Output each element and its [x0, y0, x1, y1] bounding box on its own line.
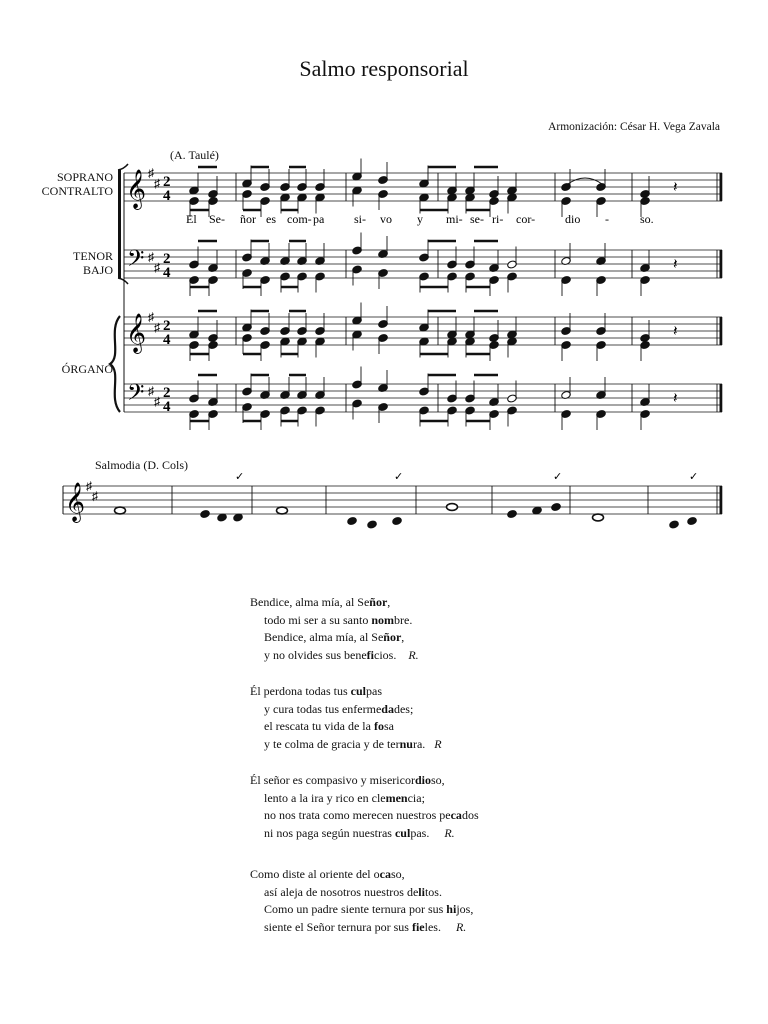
verse-text: el rescata tu vida de la — [264, 719, 374, 733]
quarter-rest-icon: 𝄽 — [673, 257, 678, 273]
final-bar-thick — [720, 250, 723, 278]
choir-bracket — [118, 170, 121, 278]
slur — [568, 178, 602, 184]
verse-text: no nos trata como merecen nuestros pe — [264, 808, 451, 822]
verse-line — [250, 825, 479, 843]
stanza-2 — [250, 683, 442, 753]
verse-text: así aleja de nosotros nuestros de — [264, 884, 419, 899]
breath-mark-icon: ✓ — [394, 471, 404, 483]
lyric-syllable: es — [266, 212, 276, 226]
whole-note-head — [115, 507, 126, 514]
verse-text: Bendice, alma mía, al Se — [264, 630, 384, 644]
verse-text: ra. — [412, 736, 435, 751]
sharp-icon: ♯ — [154, 394, 160, 409]
whole-note-head — [447, 504, 458, 511]
label-soprano: SOPRANO — [56, 170, 113, 184]
sharp-icon: ♯ — [148, 250, 154, 264]
verse-text: jos, — [456, 902, 474, 916]
verse-text: pas. — [410, 825, 445, 840]
stanza-1 — [250, 594, 419, 664]
verse-line — [250, 718, 442, 736]
final-bar-thick — [720, 384, 723, 412]
verse-line — [250, 866, 473, 884]
bracket-hook — [118, 164, 128, 170]
lyric-syllable: so. — [640, 212, 654, 226]
verse-line — [250, 884, 473, 902]
verse-text: Como un padre siente ternura por sus — [264, 902, 447, 916]
lyrics-line — [186, 212, 654, 226]
time-signature-top: 2 — [163, 174, 171, 190]
verse-line — [250, 736, 442, 754]
lyric-syllable: pa — [313, 212, 325, 226]
verse-text: bre. — [394, 612, 413, 627]
breath-mark-icon: ✓ — [689, 471, 699, 483]
verse-line — [250, 629, 419, 647]
verse-text: les. — [424, 919, 456, 934]
final-bar-thick — [720, 173, 723, 201]
lyric-syllable: y — [417, 212, 423, 226]
whole-note-head — [593, 514, 604, 521]
verse-text: lento a la ira y rico en cle — [264, 790, 386, 805]
sharp-icon: ♯ — [154, 176, 160, 191]
stressed-syllable: men — [385, 790, 408, 805]
stressed-syllable: fie — [411, 919, 425, 934]
whole-note-head — [277, 507, 288, 514]
verse-text: R — [434, 736, 442, 751]
stressed-syllable: ca — [379, 867, 391, 881]
stressed-syllable: ca — [450, 808, 462, 822]
sharp-icon: ♯ — [154, 320, 160, 335]
verse-text: ni nos paga según nuestras — [264, 825, 395, 840]
verse-text: Como diste al oriente del o — [250, 867, 380, 881]
verse-text: y no olvides sus bene — [264, 647, 367, 662]
verse-line — [250, 790, 479, 808]
note-head — [507, 509, 517, 518]
breath-mark-icon: ✓ — [553, 471, 563, 483]
note-head — [551, 502, 561, 511]
stressed-syllable: dio — [414, 773, 431, 787]
stressed-syllable: nu — [399, 736, 413, 751]
quarter-rest-icon: 𝄽 — [673, 324, 678, 340]
lyric-syllable: - — [605, 212, 609, 226]
stressed-syllable: da — [381, 701, 394, 716]
verse-text: y cura todas tus enferme — [264, 701, 382, 716]
verse-line — [250, 683, 442, 701]
verse-text: sa — [383, 719, 394, 733]
verse-text: dos — [461, 808, 479, 822]
verse-text: cia; — [407, 790, 425, 805]
verse-text: , — [387, 595, 391, 609]
stressed-syllable: hi — [446, 902, 457, 916]
sharp-icon: ♯ — [148, 384, 154, 398]
stressed-syllable: ñor — [383, 630, 402, 644]
treble-clef-icon: 𝄞 — [126, 171, 147, 208]
lyric-syllable: dio — [565, 212, 581, 226]
stressed-syllable: ñor — [369, 595, 388, 609]
time-signature-top: 2 — [163, 251, 171, 267]
verse-text: todo mi ser a su santo — [264, 612, 372, 627]
verse-line — [250, 594, 419, 612]
bass-clef-icon: 𝄢 — [127, 246, 145, 276]
bass-clef-icon: 𝄢 — [127, 380, 145, 410]
verse-text: cios. — [374, 647, 409, 662]
treble-clef-icon: 𝄞 — [126, 315, 147, 352]
treble-clef-icon: 𝄞 — [65, 484, 86, 521]
score-staves — [63, 173, 722, 514]
lyric-syllable: com- — [287, 212, 312, 226]
verse-line — [250, 701, 442, 719]
verse-line — [250, 612, 419, 630]
verse-text: siente el Señor ternura por sus — [264, 919, 412, 934]
sharp-icon: ♯ — [148, 310, 154, 324]
note-head — [392, 516, 402, 525]
final-bar-thick — [720, 486, 723, 514]
sharp-icon: ♯ — [86, 479, 92, 493]
arrangement-credit: Armonización: César H. Vega Zavala — [548, 121, 720, 133]
note-head — [200, 509, 210, 518]
psalmody-label: Salmodia (D. Cols) — [95, 458, 188, 472]
stressed-syllable: cul — [394, 825, 411, 840]
page-title: Salmo responsorial — [299, 56, 469, 81]
stressed-syllable: cul — [350, 684, 366, 698]
lyric-syllable: ñor — [240, 212, 256, 226]
lyric-syllable: El — [186, 212, 197, 226]
time-signature-bottom: 4 — [163, 265, 171, 281]
lyric-syllable: se- — [470, 212, 484, 226]
note-head — [687, 516, 697, 525]
note-head — [669, 520, 679, 529]
stressed-syllable: fo — [373, 719, 384, 733]
verse-text: R. — [444, 825, 455, 840]
verse-text: so, — [430, 773, 445, 787]
verse-line — [250, 807, 479, 825]
verse-line — [250, 901, 473, 919]
stressed-syllable: nom — [371, 612, 394, 627]
melody-credit: (A. Taulé) — [170, 148, 219, 162]
verse-text: R. — [455, 919, 467, 934]
stanza-4 — [250, 866, 473, 936]
quarter-rest-icon: 𝄽 — [673, 180, 678, 196]
sharp-icon: ♯ — [154, 260, 160, 275]
breath-marks — [235, 471, 698, 483]
organ-brace — [110, 316, 120, 412]
verse-text: tos. — [424, 884, 442, 899]
sharp-icon: ♯ — [92, 489, 98, 503]
lyric-syllable: mi- — [446, 212, 463, 226]
verse-text: , — [401, 630, 405, 644]
label-organo: ÓRGANO — [61, 362, 113, 376]
lyric-syllable: Se- — [209, 212, 225, 226]
verse-text: R. — [408, 647, 419, 662]
label-tenor: TENOR — [73, 249, 113, 263]
label-bajo: BAJO — [82, 263, 113, 277]
stressed-syllable: li — [418, 884, 425, 899]
verse-text: Él señor es compasivo y misericor — [250, 773, 415, 787]
quarter-rest-icon: 𝄽 — [673, 391, 678, 407]
verse-text: pas — [366, 684, 382, 698]
time-signature-top: 2 — [163, 318, 171, 334]
lyric-syllable: si- — [354, 212, 366, 226]
verse-text: des; — [393, 701, 414, 716]
verse-text: Él perdona todas tus — [250, 684, 351, 698]
verse-line — [250, 919, 473, 937]
bracket-hook — [118, 278, 128, 284]
time-signature-top: 2 — [163, 385, 171, 401]
verse-text: y te colma de gracia y de ter — [264, 736, 400, 751]
note-head — [367, 520, 377, 529]
verse-text: Bendice, alma mía, al Se — [250, 595, 370, 609]
lyric-syllable: ri- — [492, 212, 504, 226]
score-notes — [115, 159, 698, 530]
label-contralto: CONTRALTO — [41, 184, 113, 198]
time-signature-bottom: 4 — [163, 188, 171, 204]
stressed-syllable: fi — [366, 647, 374, 662]
breath-mark-icon: ✓ — [235, 471, 245, 483]
lyric-syllable: cor- — [516, 212, 536, 226]
time-signature-bottom: 4 — [163, 399, 171, 415]
stanza-3 — [250, 772, 479, 842]
verse-line — [250, 647, 419, 665]
time-signature-bottom: 4 — [163, 332, 171, 348]
lyric-syllable: vo — [380, 212, 392, 226]
verse-line — [250, 772, 479, 790]
verse-text: so, — [390, 867, 405, 881]
sharp-icon: ♯ — [148, 166, 154, 180]
note-head — [347, 516, 357, 525]
final-bar-thick — [720, 317, 723, 345]
